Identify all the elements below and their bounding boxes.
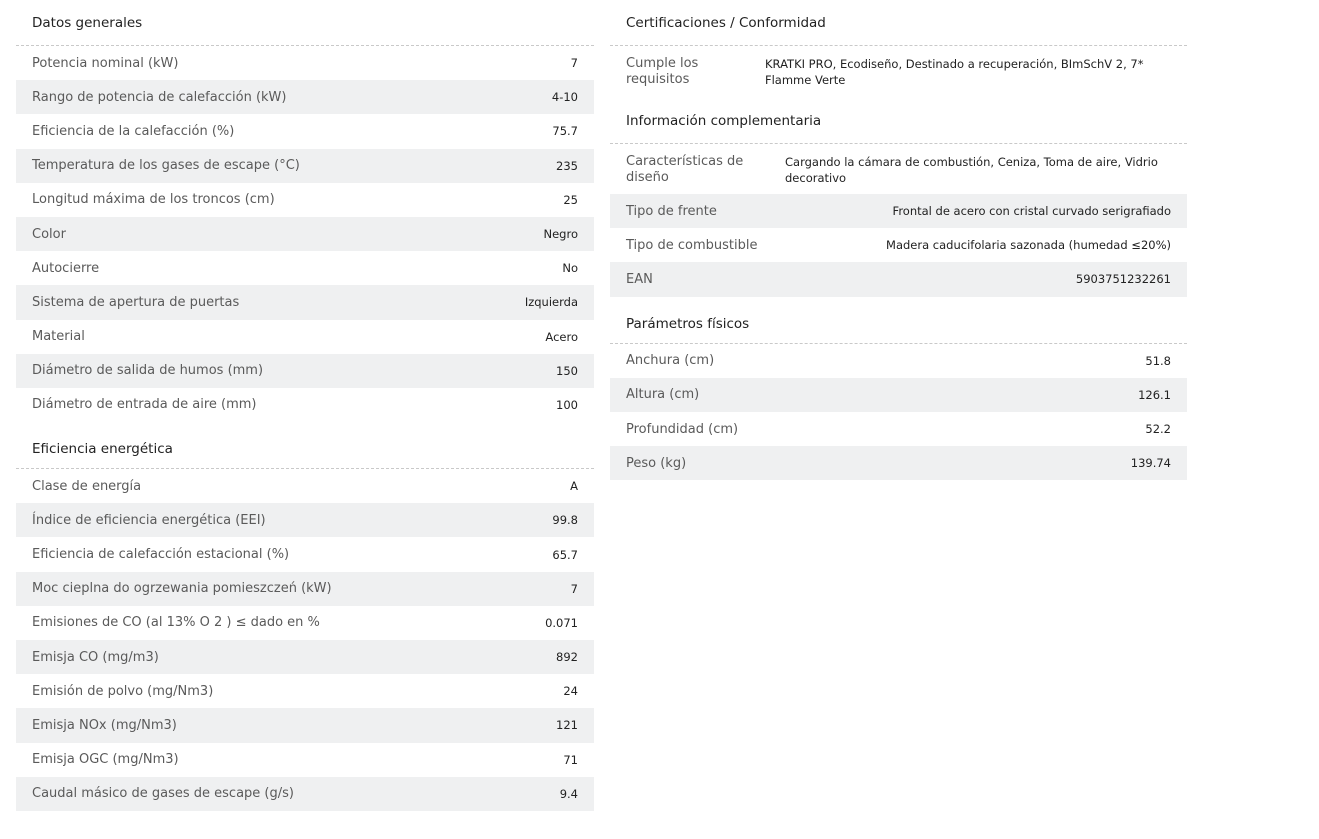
spec-value: 24: [563, 684, 578, 699]
spec-label: Peso (kg): [626, 455, 687, 471]
spec-row: [16, 285, 594, 319]
section-title-informacion-complementaria: Información complementaria: [610, 98, 1187, 144]
spec-label: Emisja NOx (mg/Nm3): [32, 717, 177, 733]
spec-label: Tipo de combustible: [626, 237, 758, 253]
spec-label: Potencia nominal (kW): [32, 55, 179, 71]
spec-value: 892: [556, 650, 578, 665]
spec-row: [16, 640, 594, 674]
spec-label: Longitud máxima de los troncos (cm): [32, 192, 275, 208]
spec-value: 65.7: [552, 547, 578, 562]
spec-label: Emisiones de CO (al 13% O 2 ) ≤ dado en %: [32, 615, 320, 631]
spec-value: Acero: [545, 329, 578, 344]
spec-label: Sistema de apertura de puertas: [32, 294, 240, 310]
spec-row: [16, 469, 594, 503]
spec-value: 71: [563, 752, 578, 767]
spec-row: [610, 194, 1187, 228]
spec-row: [16, 537, 594, 571]
spec-label: Eficiencia de la calefacción (%): [32, 123, 235, 139]
spec-value: 5903751232261: [1075, 272, 1171, 287]
right-column: [610, 0, 1187, 480]
spec-label: Características de diseño: [626, 154, 744, 185]
spec-row: [610, 344, 1187, 378]
spec-value: Negro: [543, 227, 578, 242]
spec-value: Frontal de acero con cristal curvado serigrafiado: [892, 204, 1171, 219]
spec-row: [16, 674, 594, 708]
spec-value: 100: [556, 397, 578, 412]
spec-value: Izquierda: [524, 295, 578, 310]
spec-value: 7: [570, 581, 578, 596]
spec-row: [610, 144, 1187, 194]
spec-value: 4-10: [551, 90, 578, 105]
spec-value: 51.8: [1145, 353, 1171, 368]
spec-label: Índice de eficiencia energética (EEI): [32, 512, 266, 528]
spec-label: Eficiencia de calefacción estacional (%): [32, 547, 290, 563]
spec-label: Temperatura de los gases de escape (°C): [32, 158, 300, 174]
left-column: [16, 0, 594, 811]
spec-row: [610, 412, 1187, 446]
spec-label: Color: [32, 226, 66, 242]
spec-row: [16, 503, 594, 537]
spec-row: [610, 378, 1187, 412]
spec-row: [16, 572, 594, 606]
spec-label: EAN: [626, 271, 653, 287]
spec-value: 150: [556, 363, 578, 378]
spec-label: Diámetro de entrada de aire (mm): [32, 397, 257, 413]
spec-value: Cargando la cámara de combustión, Ceniza, Toma de aire, Vidrio decorativo: [785, 155, 1158, 185]
spec-value: 126.1: [1138, 387, 1171, 402]
spec-label: Anchura (cm): [626, 353, 715, 369]
spec-label: Profundidad (cm): [626, 421, 739, 437]
spec-row: [16, 46, 594, 80]
spec-value: 25: [563, 192, 578, 207]
spec-label: Emisión de polvo (mg/Nm3): [32, 683, 214, 699]
spec-label: Altura (cm): [626, 387, 700, 403]
spec-row: [16, 251, 594, 285]
spec-label: Moc cieplna do ogrzewania pomieszczeń (kW): [32, 581, 332, 597]
spec-value: 139.74: [1130, 456, 1171, 471]
section-title-parametros-fisicos: Parámetros físicos: [610, 297, 1187, 344]
spec-value: A: [570, 479, 578, 494]
section-title-eficiencia-energetica: Eficiencia energética: [16, 422, 594, 469]
spec-row: [16, 708, 594, 742]
section-title-certificaciones: Certificaciones / Conformidad: [610, 0, 1187, 46]
spec-row: [16, 114, 594, 148]
spec-value: 9.4: [559, 786, 578, 801]
spec-label: Clase de energía: [32, 478, 142, 494]
spec-row: [610, 46, 1187, 98]
spec-label: Autocierre: [32, 260, 100, 276]
spec-row: [16, 743, 594, 777]
spec-row: [610, 446, 1187, 480]
spec-row: [16, 217, 594, 251]
spec-value: 235: [556, 158, 578, 173]
spec-value: KRATKI PRO, Ecodiseño, Destinado a recuperación, BImSchV 2, 7* Flamme Verte: [765, 57, 1144, 87]
spec-row: [16, 354, 594, 388]
spec-label: Emisja OGC (mg/Nm3): [32, 752, 179, 768]
spec-value: Madera caducifolaria sazonada (humedad ≤20%): [886, 238, 1171, 253]
spec-row: [16, 183, 594, 217]
spec-row: [16, 149, 594, 183]
spec-label: Material: [32, 329, 85, 345]
section-title-datos-generales: Datos generales: [16, 0, 594, 46]
spec-row: [16, 388, 594, 422]
spec-row: [610, 228, 1187, 262]
spec-row: [16, 777, 594, 811]
spec-label: Rango de potencia de calefacción (kW): [32, 89, 287, 105]
spec-label: Cumple los requisitos: [626, 56, 699, 87]
spec-row: [16, 606, 594, 640]
spec-label: Emisja CO (mg/m3): [32, 649, 159, 665]
spec-label: Diámetro de salida de humos (mm): [32, 363, 264, 379]
spec-row: [16, 320, 594, 354]
spec-value: 0.071: [545, 615, 578, 630]
spec-value: 52.2: [1145, 422, 1171, 437]
spec-label: Tipo de frente: [626, 203, 717, 219]
spec-label: Caudal másico de gases de escape (g/s): [32, 786, 294, 802]
spec-value: 121: [556, 718, 578, 733]
spec-value: No: [562, 261, 578, 276]
spec-value: 75.7: [552, 124, 578, 139]
spec-value: 99.8: [552, 513, 578, 528]
spec-row: [610, 262, 1187, 296]
spec-value: 7: [570, 56, 578, 71]
spec-row: [16, 80, 594, 114]
